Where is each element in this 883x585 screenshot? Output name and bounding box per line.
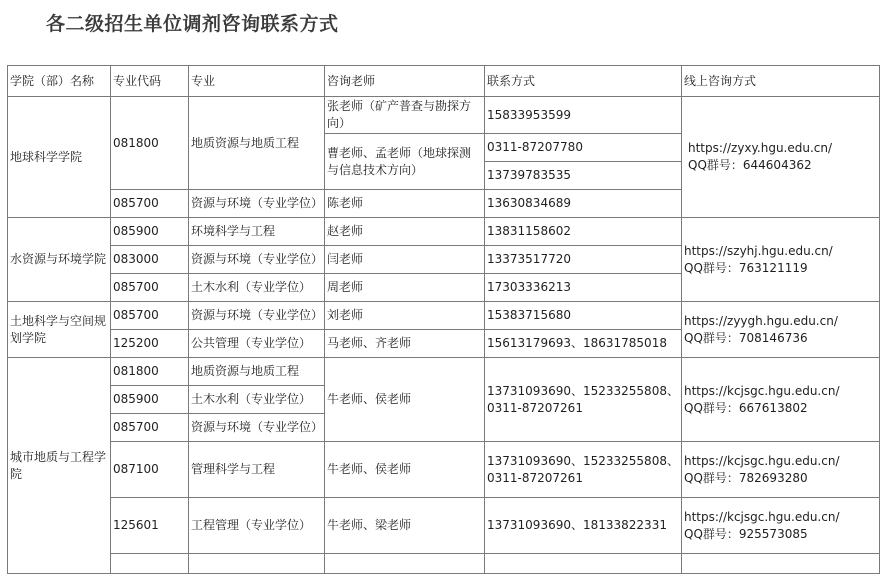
website-link[interactable]: https://zyygh.hgu.edu.cn/ xyxy=(684,313,838,328)
phone-cell[interactable]: 13630834689 xyxy=(485,190,682,218)
table-row xyxy=(8,498,880,554)
header-college: 学院（部）名称 xyxy=(8,66,111,97)
college-cell: 水资源与环境学院 xyxy=(8,218,111,302)
major-cell: 环境科学与工程 xyxy=(189,218,325,246)
phone-cell[interactable]: 13373517720 xyxy=(485,246,682,274)
teacher-cell: 张老师（矿产普查与勘探方向） xyxy=(325,97,485,134)
code-cell: 085900 xyxy=(111,218,189,246)
major-cell: 地质资源与地质工程 xyxy=(189,358,325,386)
table-row xyxy=(8,554,880,574)
teacher-cell: 牛老师、侯老师 xyxy=(325,442,485,498)
online-cell xyxy=(682,97,880,218)
phone-cell[interactable]: 13739783535 xyxy=(485,162,682,190)
code-cell: 085900 xyxy=(111,386,189,414)
table-row xyxy=(8,218,880,246)
website-link[interactable]: https://szyhj.hgu.edu.cn/ xyxy=(684,243,833,258)
teacher-cell: 赵老师 xyxy=(325,218,485,246)
teacher-cell: 牛老师、梁老师 xyxy=(325,498,485,554)
teacher-cell: 闫老师 xyxy=(325,246,485,274)
teacher-cell: 陈老师 xyxy=(325,190,485,218)
qq-group: QQ群号：644604362 xyxy=(688,158,812,172)
online-cell xyxy=(682,358,880,442)
code-cell: 085700 xyxy=(111,190,189,218)
table-row xyxy=(8,302,880,330)
header-online: 线上咨询方式 xyxy=(682,66,880,97)
table-header-row xyxy=(8,66,880,97)
phone-cell[interactable]: 13731093690、15233255808、0311-87207261 xyxy=(485,358,682,442)
college-cell: 城市地质与工程学院 xyxy=(8,358,111,574)
online-cell xyxy=(682,302,880,358)
teacher-cell: 刘老师 xyxy=(325,302,485,330)
teacher-cell: 马老师、齐老师 xyxy=(325,330,485,358)
phone-cell[interactable]: 13731093690、15233255808、0311-87207261 xyxy=(485,442,682,498)
code-cell: 085700 xyxy=(111,302,189,330)
header-code: 专业代码 xyxy=(111,66,189,97)
code-cell: 081800 xyxy=(111,358,189,386)
phone-cell[interactable]: 13731093690、18133822331 xyxy=(485,498,682,554)
qq-group: QQ群号：708146736 xyxy=(684,330,808,345)
teacher-cell: 曹老师、孟老师（地球探测与信息技术方向） xyxy=(325,134,485,190)
website-link[interactable]: https://kcjsgc.hgu.edu.cn/ xyxy=(684,383,840,398)
qq-group: QQ群号：763121119 xyxy=(684,260,808,275)
table-row xyxy=(8,442,880,498)
empty-cell xyxy=(111,554,189,574)
header-teacher: 咨询老师 xyxy=(325,66,485,97)
qq-group: QQ群号：925573085 xyxy=(684,526,808,541)
website-link[interactable]: https://kcjsgc.hgu.edu.cn/ xyxy=(684,453,840,468)
phone-cell[interactable]: 0311-87207780 xyxy=(485,134,682,162)
empty-cell xyxy=(189,554,325,574)
empty-cell xyxy=(682,554,880,574)
code-cell: 085700 xyxy=(111,414,189,442)
major-cell: 资源与环境（专业学位） xyxy=(189,302,325,330)
major-cell: 工程管理（专业学位） xyxy=(189,498,325,554)
phone-cell[interactable]: 13831158602 xyxy=(485,218,682,246)
major-cell: 土木水利（专业学位） xyxy=(189,274,325,302)
code-cell: 083000 xyxy=(111,246,189,274)
qq-group: QQ群号：782693280 xyxy=(684,470,808,485)
online-cell xyxy=(682,442,880,498)
college-cell: 地球科学学院 xyxy=(8,97,111,218)
header-contact: 联系方式 xyxy=(485,66,682,97)
qq-group: QQ群号：667613802 xyxy=(684,400,808,415)
major-cell: 地质资源与地质工程 xyxy=(189,97,325,190)
online-cell xyxy=(682,218,880,302)
teacher-cell: 周老师 xyxy=(325,274,485,302)
code-cell: 125200 xyxy=(111,330,189,358)
major-cell: 公共管理（专业学位） xyxy=(189,330,325,358)
phone-cell[interactable]: 15613179693、18631785018 xyxy=(485,330,682,358)
phone-cell[interactable]: 17303336213 xyxy=(485,274,682,302)
header-major: 专业 xyxy=(189,66,325,97)
online-cell xyxy=(682,498,880,554)
empty-cell xyxy=(485,554,682,574)
contact-table xyxy=(7,65,880,574)
code-cell: 081800 xyxy=(111,97,189,190)
website-link[interactable]: https://zyxy.hgu.edu.cn/ xyxy=(688,141,833,155)
phone-cell[interactable]: 15833953599 xyxy=(485,97,682,134)
major-cell: 资源与环境（专业学位） xyxy=(189,246,325,274)
major-cell: 资源与环境（专业学位） xyxy=(189,190,325,218)
page-title: 各二级招生单位调剂咨询联系方式 xyxy=(46,13,339,35)
website-link[interactable]: https://kcjsgc.hgu.edu.cn/ xyxy=(684,509,840,524)
code-cell: 125601 xyxy=(111,498,189,554)
table-row xyxy=(8,358,880,386)
table-row xyxy=(8,97,880,134)
phone-cell[interactable]: 15383715680 xyxy=(485,302,682,330)
teacher-cell: 牛老师、侯老师 xyxy=(325,358,485,442)
major-cell: 土木水利（专业学位） xyxy=(189,386,325,414)
empty-cell xyxy=(325,554,485,574)
major-cell: 管理科学与工程 xyxy=(189,442,325,498)
college-cell: 土地科学与空间规划学院 xyxy=(8,302,111,358)
code-cell: 087100 xyxy=(111,442,189,498)
code-cell: 085700 xyxy=(111,274,189,302)
major-cell: 资源与环境（专业学位） xyxy=(189,414,325,442)
